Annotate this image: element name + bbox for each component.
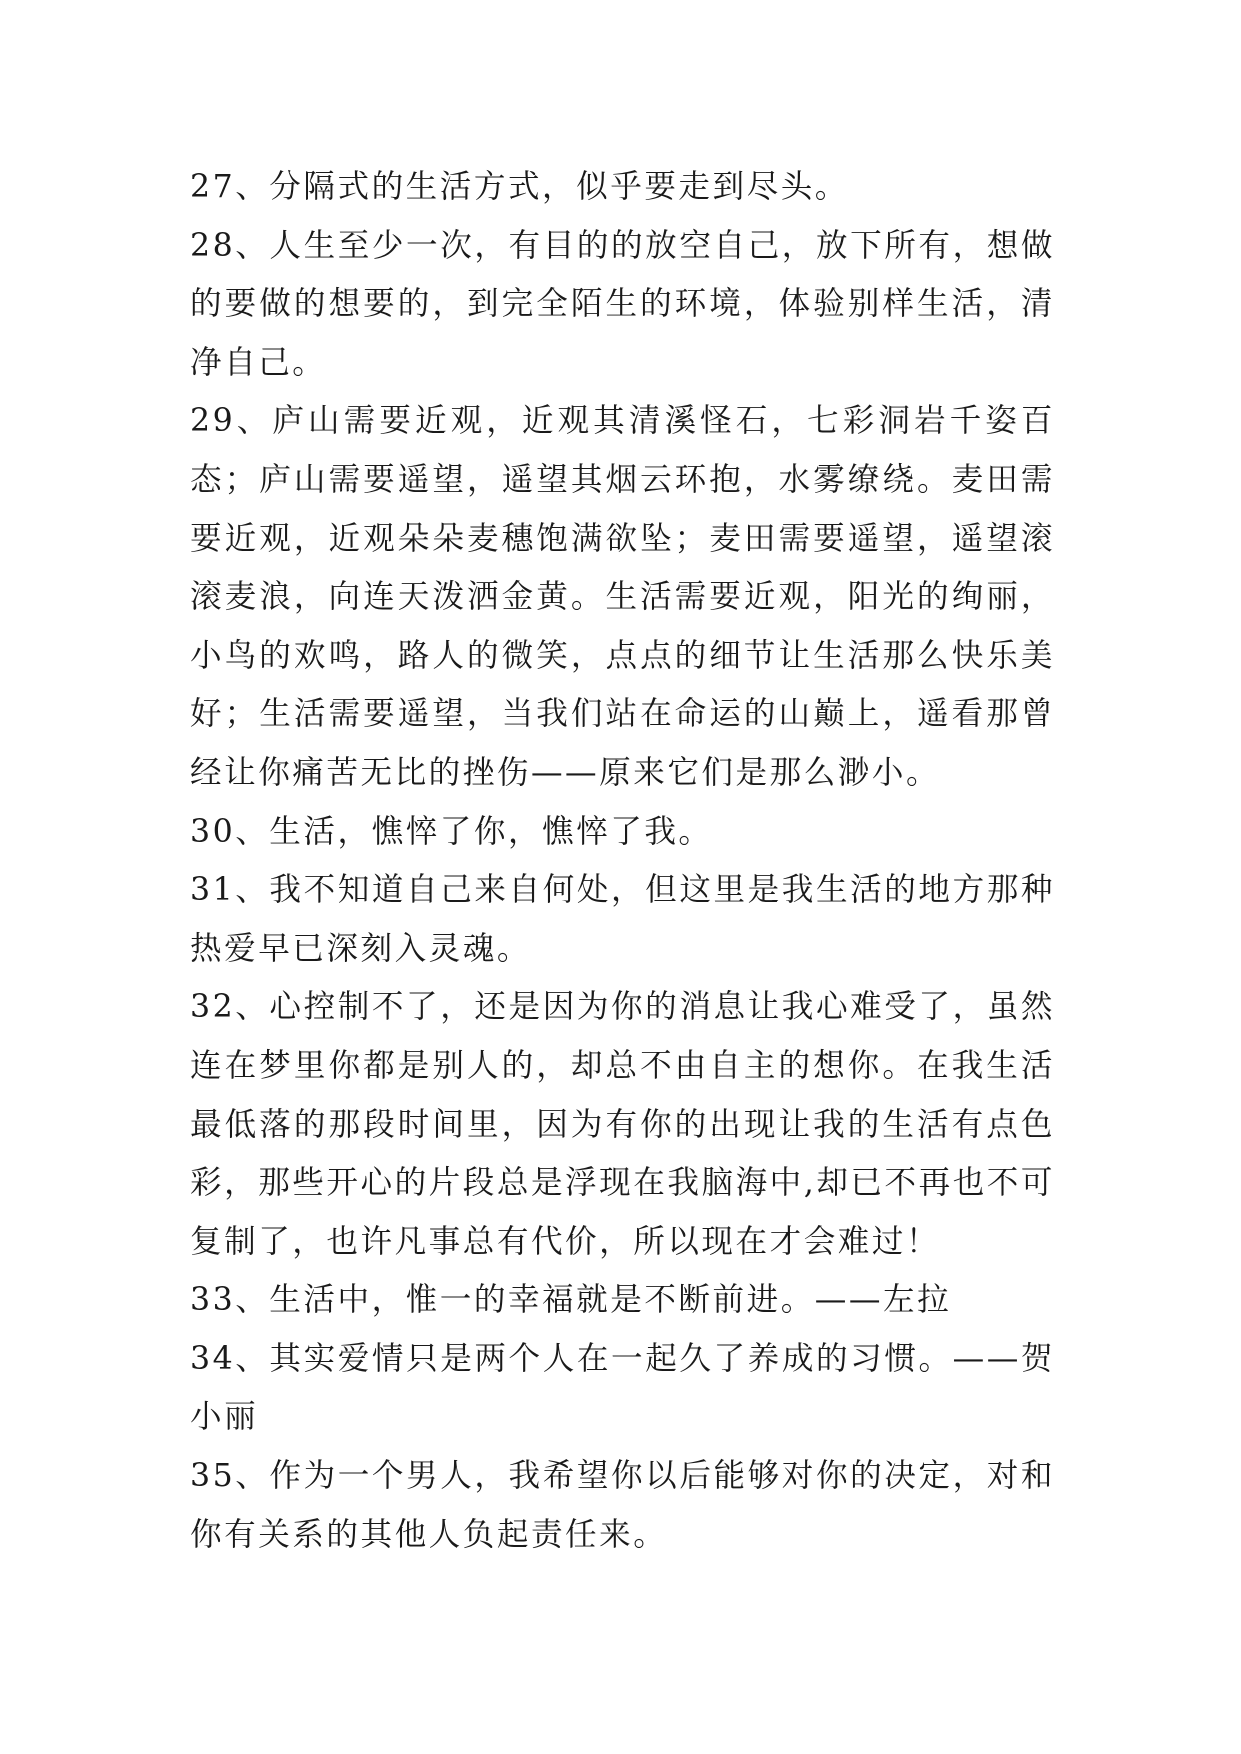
document-body <box>190 158 1055 1564</box>
paragraph-34: 34、其实爱情只是两个人在一起久了养成的习惯。——贺小丽 <box>190 1340 1055 1436</box>
paragraph-35: 35、作为一个男人，我希望你以后能够对你的决定，对和你有关系的其他人负起责任来。 <box>190 1458 1055 1553</box>
paragraph-33: 33、生活中，惟一的幸福就是不断前进。——左拉 <box>190 1282 952 1319</box>
paragraph-32: 32、心控制不了，还是因为你的消息让我心难受了，虽然连在梦里你都是别人的，却总不由自主的想你。在我生活最低落的那段时间里，因为有你的出现让我的生活有点色彩，那些开心的片段总是浮现在我脑海中,却已不再也不可复制了，也许凡事总有代价，所以现在才会难过！ <box>190 989 1055 1260</box>
paragraph-29: 29、庐山需要近观，近观其清溪怪石，七彩洞岩千姿百态；庐山需要遥望，遥望其烟云环抱，水雾缭绕。麦田需要近观，近观朵朵麦穗饱满欲坠；麦田需要遥望，遥望滚滚麦浪，向连天泼洒金黄。生活需要近观，阳光的绚丽，小鸟的欢鸣，路人的微笑，点点的细节让生活那么快乐美好；生活需要遥望，当我们站在命运的山巅上，遥看那曾经让你痛苦无比的挫伤——原来它们是那么渺小。 <box>190 403 1055 791</box>
paragraph-30: 30、生活，憔悴了你，憔悴了我。 <box>190 813 713 850</box>
paragraph-28: 28、人生至少一次，有目的的放空自己，放下所有，想做的要做的想要的，到完全陌生的环境，体验别样生活，清净自己。 <box>190 227 1055 381</box>
paragraph-27: 27、分隔式的生活方式，似乎要走到尽头。 <box>190 169 849 205</box>
paragraph-31: 31、我不知道自己来自何处，但这里是我生活的地方那种热爱早已深刻入灵魂。 <box>190 872 1055 967</box>
